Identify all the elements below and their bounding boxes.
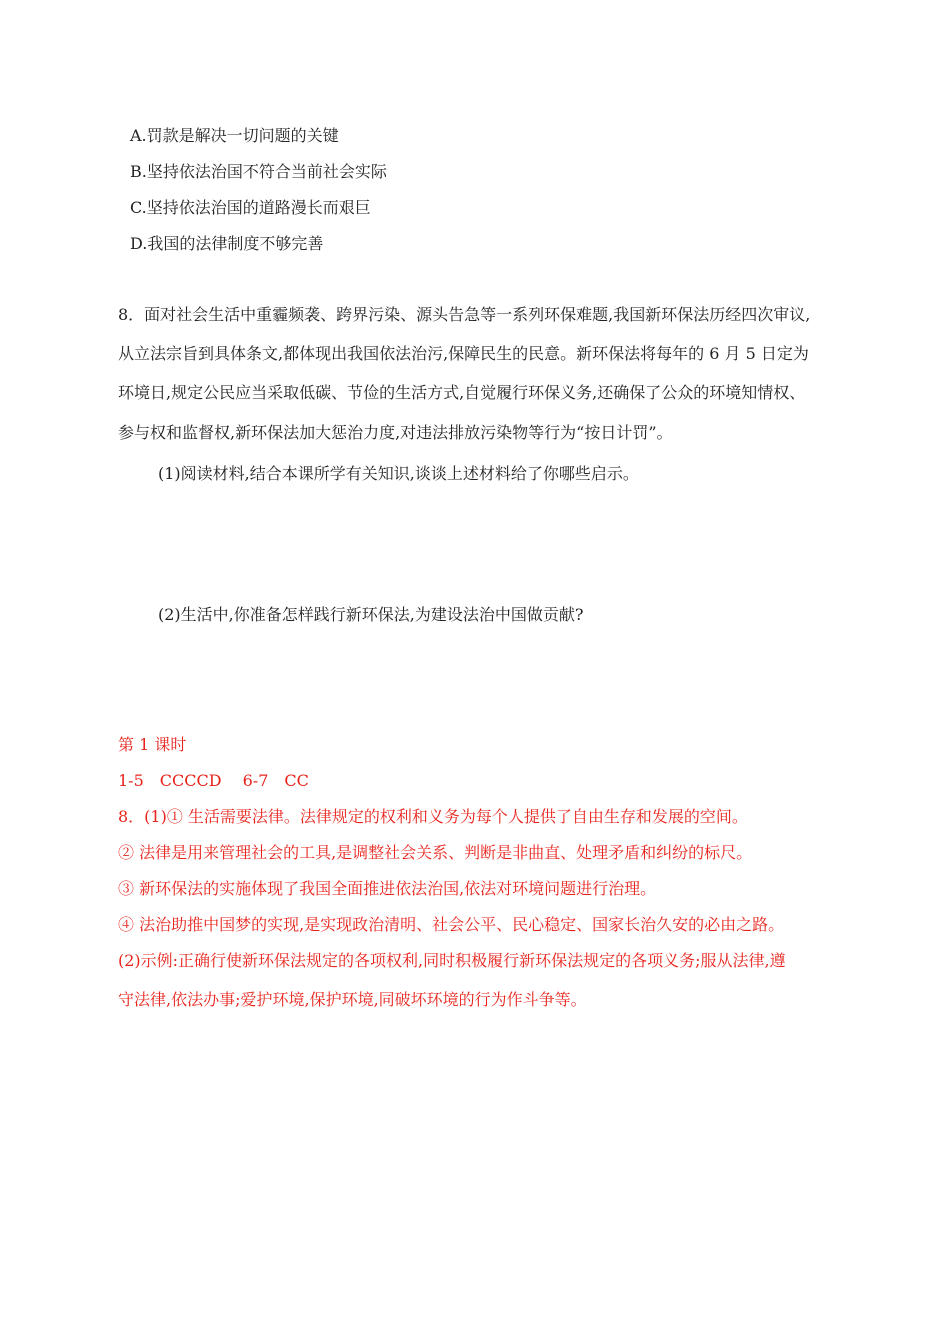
option-b: B.坚持依法治国不符合当前社会实际	[130, 162, 387, 181]
option-a: A.罚款是解决一切问题的关键	[130, 126, 339, 145]
question-8-line: 从立法宗旨到具体条文,都体现出我国依法治污,保障民生的民意。新环保法将每年的 6 月 5 日定为	[118, 344, 809, 363]
sub-question-1: (1)阅读材料,结合本课所学有关知识,谈谈上述材料给了你哪些启示。	[158, 464, 639, 483]
answer-line: ③ 新环保法的实施体现了我国全面推进依法治国,依法对环境问题进行治理。	[118, 879, 657, 898]
answer-choices: 1-5 CCCCD 6-7 CC	[118, 771, 309, 790]
option-d: D.我国的法律制度不够完善	[130, 234, 324, 253]
answer-heading: 第 1 课时	[118, 735, 187, 754]
answer-line: 8．(1)① 生活需要法律。法律规定的权利和义务为每个人提供了自由生存和发展的空间。	[118, 807, 748, 826]
option-c: C.坚持依法治国的道路漫长而艰巨	[130, 198, 371, 217]
question-8-line: 8．面对社会生活中重霾频袭、跨界污染、源头告急等一系列环保难题,我国新环保法历经四次审议,	[118, 305, 811, 324]
answer-line: ④ 法治助推中国梦的实现,是实现政治清明、社会公平、民心稳定、国家长治久安的必由之路。	[118, 915, 785, 934]
answer-line: ② 法律是用来管理社会的工具,是调整社会关系、判断是非曲直、处理矛盾和纠纷的标尺。	[118, 843, 753, 862]
sub-question-2: (2)生活中,你准备怎样践行新环保法,为建设法治中国做贡献?	[158, 605, 584, 624]
question-8-line: 环境日,规定公民应当采取低碳、节俭的生活方式,自觉履行环保义务,还确保了公众的环境知情权、	[118, 383, 806, 402]
answer-line: 守法律,依法办事;爱护环境,保护环境,同破坏环境的行为作斗争等。	[118, 990, 587, 1009]
question-8-line: 参与权和监督权,新环保法加大惩治力度,对违法排放污染物等行为“按日计罚”。	[118, 423, 673, 442]
answer-line: (2)示例:正确行使新环保法规定的各项权利,同时积极履行新环保法规定的各项义务;服从法律,遵	[118, 951, 786, 970]
